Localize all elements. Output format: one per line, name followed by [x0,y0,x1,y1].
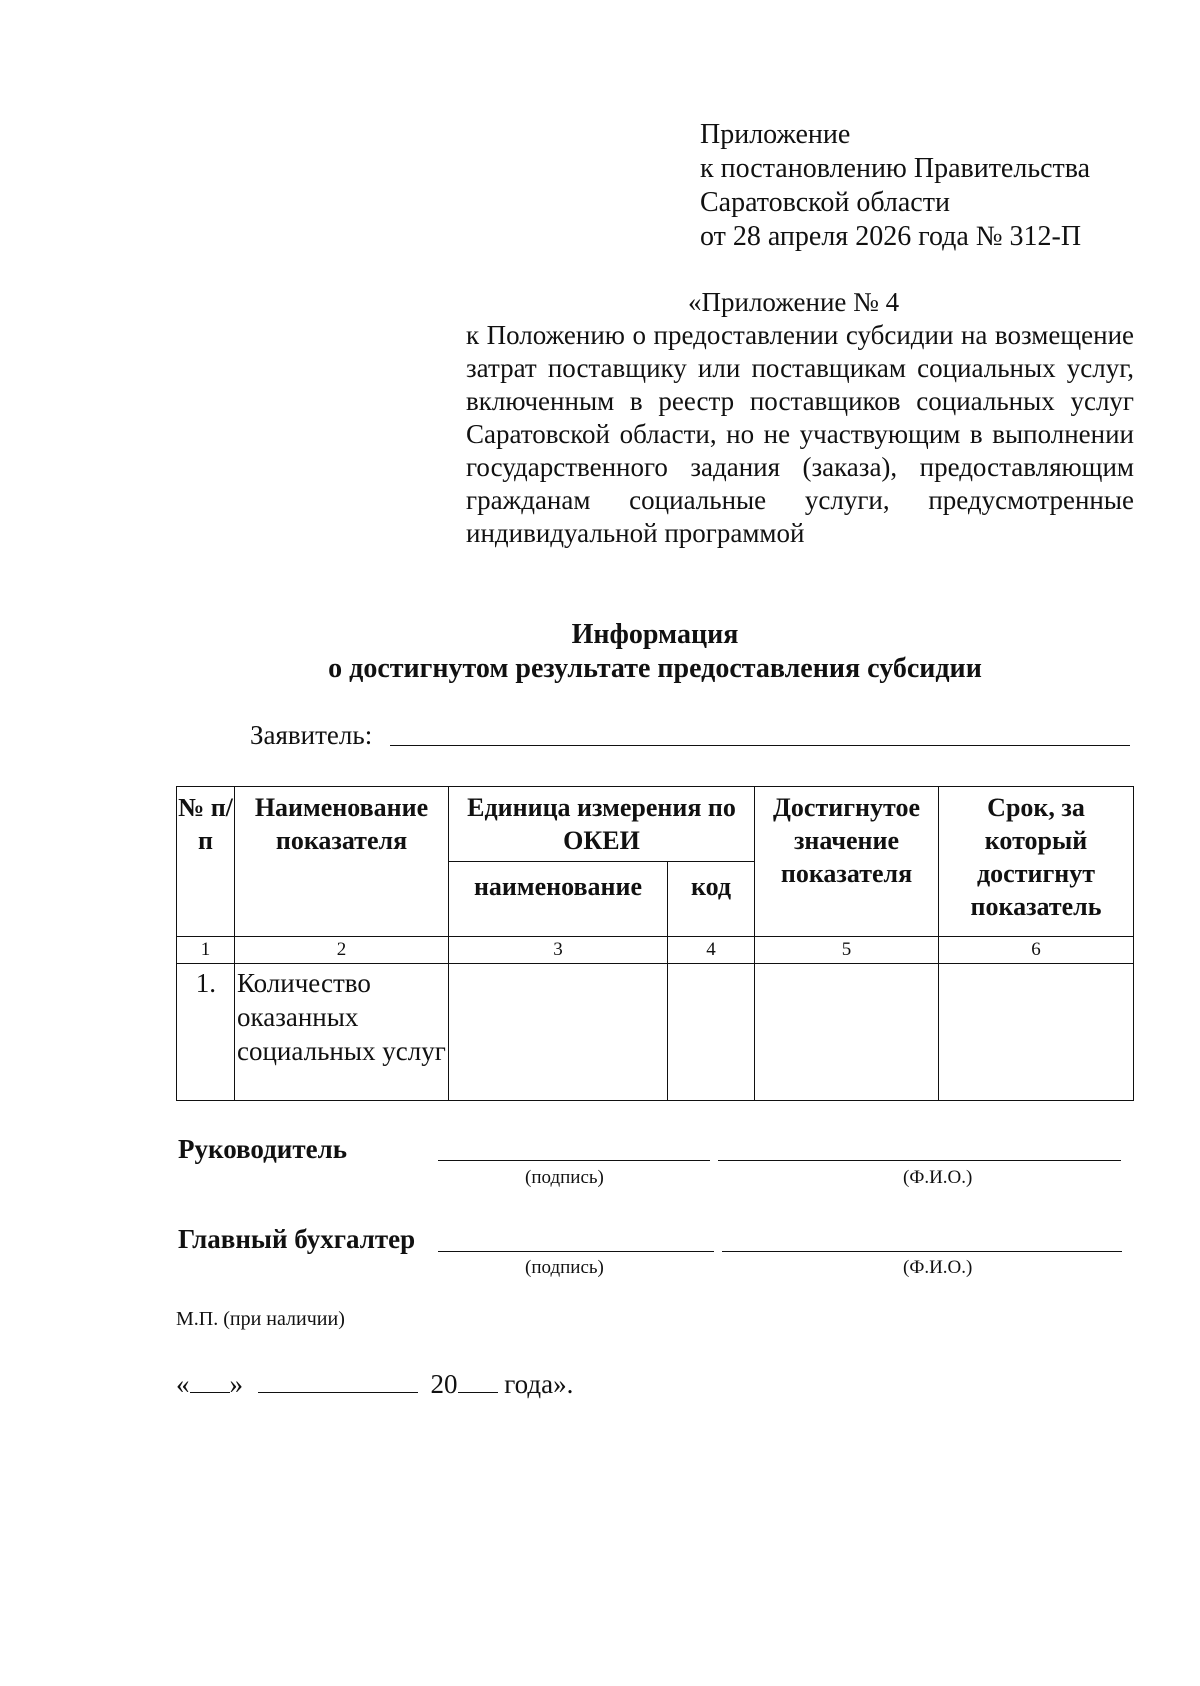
head-label: Руководитель [178,1134,348,1164]
accountant-name-caption: (Ф.И.О.) [903,1257,973,1278]
annex-title: «Приложение № 4 [688,287,900,317]
month-blank[interactable] [258,1370,418,1393]
head-name-line[interactable] [718,1160,1121,1161]
header-deadline: Срок, за который достигнут показатель [939,787,1134,937]
indicator-table [176,786,1134,1101]
row-number: 1. [177,964,235,1101]
header-achieved-value: Достигнутое значение показателя [755,787,939,937]
accountant-signature-caption: (подпись) [525,1257,604,1278]
day-blank[interactable] [190,1370,230,1393]
row-indicator: Количество оказанных социальных услуг [235,964,449,1101]
column-number: 4 [668,937,755,964]
header-indicator-name: Наименование показателя [235,787,449,937]
appendix-line: к постановлению Правительства [700,153,1091,184]
column-number: 3 [449,937,668,964]
accountant-name-line[interactable] [722,1251,1122,1252]
header-unit-group: Единица измерения по ОКЕИ [449,787,755,862]
row-unit-code[interactable] [668,964,755,1101]
head-signature-caption: (подпись) [525,1167,604,1188]
appendix-header [700,118,1160,254]
appendix-line: от 28 апреля 2026 года № 312-П [700,221,1082,252]
header-number: № п/п [177,787,235,937]
applicant-label: Заявитель: [250,720,373,750]
row-unit-name[interactable] [449,964,668,1101]
annex-header [466,286,1134,550]
column-number: 5 [755,937,939,964]
year-blank[interactable] [458,1370,498,1393]
column-number: 2 [235,937,449,964]
head-name-caption: (Ф.И.О.) [903,1167,973,1188]
row-deadline[interactable] [939,964,1134,1101]
column-number: 6 [939,937,1134,964]
accountant-label: Главный бухгалтер [178,1224,416,1254]
header-unit-code: код [668,862,755,937]
accountant-signature-line[interactable] [438,1251,714,1252]
column-number: 1 [177,937,235,964]
annex-body: к Положению о предоставлении субсидии на возмещение затрат поставщику или поставщикам социальных услуг, включенным в реестр поставщиков социальных услуг Саратовской области, но не участвующим в выполнении государственного задания (заказа), предоставляющим гражданам социальные услуги, предусмотренные индивидуальной программой [466,320,1134,548]
year-prefix: 20 [430,1369,458,1399]
row-achieved-value[interactable] [755,964,939,1101]
seal-note: М.П. (при наличии) [176,1308,345,1330]
date-close-quote: » [229,1369,243,1399]
appendix-line: Саратовской области [700,187,950,218]
table-row [177,964,1134,1101]
appendix-line: Приложение [700,119,851,150]
date-line [176,1367,573,1401]
header-unit-name: наименование [449,862,668,937]
head-signature-line[interactable] [438,1160,710,1161]
applicant-fill-line [390,745,1130,746]
year-suffix: года». [504,1369,574,1399]
document-subtitle: о достигнутом результате предоставления субсидии [328,653,982,684]
document-title: Информация [571,619,739,650]
document-title-block [0,618,1200,686]
date-open-quote: « [176,1369,190,1399]
column-number-row [177,937,1134,964]
